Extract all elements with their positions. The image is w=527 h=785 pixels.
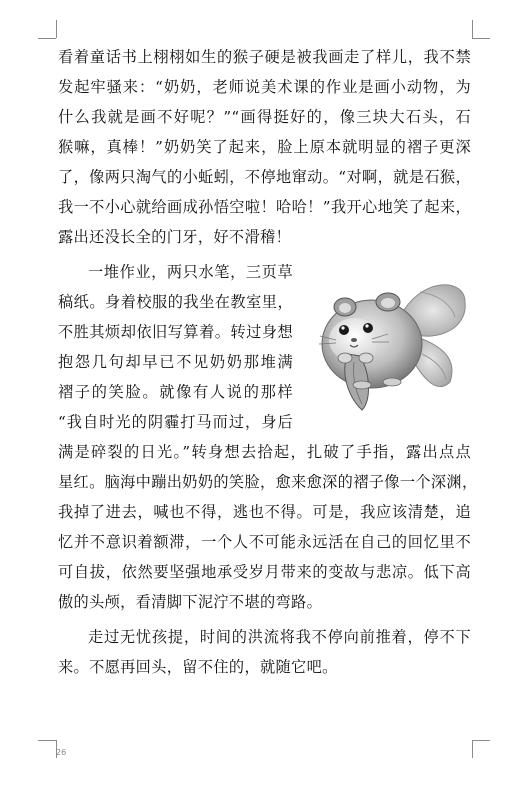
text-line: 发起牢骚来：“奶奶，老师说美术课的作业是画小动物，为 [58, 78, 471, 96]
text-line: 稿纸。身着校服的我坐在教室里， [58, 293, 293, 311]
text-line: 我掉了进去，喊也不得，逃也不得。可是，我应该清楚，追 [58, 503, 471, 521]
text-line: 我一不小心就给画成孙悟空啦！哈哈！”我开心地笑了起来， [58, 198, 471, 216]
text-line: 一堆作业，两只水笔，三页草 [88, 263, 293, 281]
crop-mark-top-left-v [56, 20, 57, 38]
text-line: 星红。脑海中蹦出奶奶的笑脸，愈来愈深的褶子像一个深渊， [58, 473, 478, 491]
text-line: 猴嘛，真棒！”奶奶笑了起来，脸上原本就明显的褶子更深 [58, 138, 471, 156]
text-line: 不胜其烦却依旧写算着。转过身想 [58, 323, 293, 341]
text-line: “我自时光的阴霾打马而过，身后 [58, 413, 293, 431]
text-line: 满是碎裂的日光。”转身想去拾起，扎破了手指，露出点点 [58, 443, 471, 461]
crop-mark-bottom-right-h [472, 740, 490, 741]
text-line: 露出还没长全的门牙，好不滑稽！ [58, 228, 292, 246]
crop-mark-top-right-v [472, 20, 473, 38]
text-line: 可自拔，依然要坚强地承受岁月带来的变故与悲凉。低下高 [58, 563, 471, 581]
text-line: 抱怨几句却早已不见奶奶那堆满 [58, 353, 293, 371]
text-line: 褶子的笑脸。就像有人说的那样 [58, 383, 293, 401]
crop-mark-top-left-h [38, 38, 56, 39]
text-line: 来。不愿再回头，留不住的，就随它吧。 [58, 658, 338, 676]
text-line: 了，像两只淘气的小蚯蚓，不停地窜动。“对啊，就是石猴， [58, 168, 471, 186]
crop-mark-bottom-right-v [472, 740, 473, 758]
text-line: 看着童话书上栩栩如生的猴子硬是被我画走了样儿，我不禁 [58, 48, 471, 66]
text-line: 傲的头颅，看清脚下泥泞不堪的弯路。 [58, 593, 323, 611]
hamster-illustration [300, 272, 472, 420]
text-line: 忆并不意识着额滞，一个人不可能永远活在自己的回忆里不 [58, 533, 471, 551]
crop-mark-top-right-h [472, 38, 490, 39]
text-line: 什么我就是画不好呢？”“画得挺好的，像三块大石头，石 [58, 108, 471, 126]
text-line: 走过无忧孩提，时间的洪流将我不停向前推着，停不下 [88, 628, 471, 646]
crop-mark-bottom-left-h [38, 740, 56, 741]
page-number: 26 [56, 748, 67, 757]
